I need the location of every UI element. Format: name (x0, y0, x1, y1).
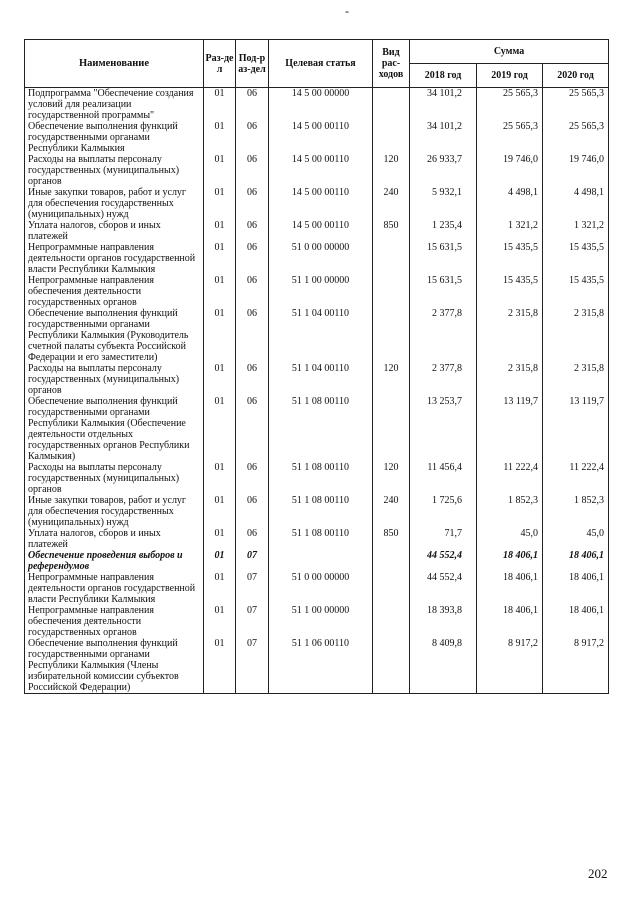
row-sum-2018: 1 725,6 (410, 495, 477, 528)
row-target (269, 550, 373, 572)
row-sum-2020: 8 917,2 (543, 638, 609, 694)
row-sum-2019: 1 321,2 (477, 220, 543, 242)
row-podrazdel: 06 (236, 154, 269, 187)
row-vid (373, 308, 410, 363)
row-vid (373, 572, 410, 605)
row-vid (373, 550, 410, 572)
row-podrazdel: 07 (236, 605, 269, 638)
row-podrazdel: 06 (236, 308, 269, 363)
row-target: 14 5 00 00110 (269, 220, 373, 242)
row-target: 51 1 04 00110 (269, 363, 373, 396)
row-name: Обеспечение проведения выборов и референдумов (25, 550, 204, 572)
row-sum-2019: 25 565,3 (477, 88, 543, 122)
row-sum-2020: 1 852,3 (543, 495, 609, 528)
table-row (25, 396, 609, 462)
row-podrazdel: 07 (236, 572, 269, 605)
row-target: 51 1 08 00110 (269, 396, 373, 462)
row-sum-2018: 15 631,5 (410, 275, 477, 308)
row-razdel: 01 (204, 154, 236, 187)
row-name: Непрограммные направления обеспечения деятельности государственных органов (25, 605, 204, 638)
row-sum-2018: 71,7 (410, 528, 477, 550)
row-sum-2018: 5 932,1 (410, 187, 477, 220)
row-name: Обеспечение выполнения функций государственными органами Республики Калмыкия (25, 121, 204, 154)
row-sum-2018: 2 377,8 (410, 308, 477, 363)
row-vid: 120 (373, 363, 410, 396)
row-target: 14 5 00 00110 (269, 187, 373, 220)
row-vid (373, 121, 410, 154)
row-sum-2020: 45,0 (543, 528, 609, 550)
row-sum-2020: 1 321,2 (543, 220, 609, 242)
table-row (25, 275, 609, 308)
row-podrazdel: 06 (236, 396, 269, 462)
row-sum-2020: 25 565,3 (543, 88, 609, 122)
budget-table-container (24, 39, 608, 694)
row-vid: 240 (373, 187, 410, 220)
row-razdel: 01 (204, 275, 236, 308)
row-podrazdel: 06 (236, 121, 269, 154)
header-podrazdel: Под-раз-дел (236, 40, 269, 88)
row-name: Расходы на выплаты персоналу государственных (муниципальных) органов (25, 363, 204, 396)
row-podrazdel: 06 (236, 363, 269, 396)
row-vid: 850 (373, 220, 410, 242)
row-sum-2018: 8 409,8 (410, 638, 477, 694)
row-sum-2019: 19 746,0 (477, 154, 543, 187)
row-target: 51 1 08 00110 (269, 528, 373, 550)
row-target: 51 1 04 00110 (269, 308, 373, 363)
row-sum-2018: 18 393,8 (410, 605, 477, 638)
row-vid: 850 (373, 528, 410, 550)
row-name: Расходы на выплаты персоналу государственных (муниципальных) органов (25, 154, 204, 187)
row-name: Обеспечение выполнения функций государственными органами Республики Калмыкия (Руководитель счетной палаты субъекта Российской Федерации и его заместители) (25, 308, 204, 363)
row-sum-2018: 1 235,4 (410, 220, 477, 242)
table-body (25, 88, 609, 694)
row-name: Непрограммные направления деятельности органов государственной власти Республики Калмыкия (25, 242, 204, 275)
row-razdel: 01 (204, 550, 236, 572)
row-name: Непрограммные направления обеспечения деятельности государственных органов (25, 275, 204, 308)
header-name: Наименование (25, 40, 204, 88)
page-number: 202 (588, 866, 608, 881)
row-vid: 120 (373, 154, 410, 187)
row-sum-2019: 15 435,5 (477, 275, 543, 308)
row-podrazdel: 07 (236, 550, 269, 572)
row-sum-2020: 18 406,1 (543, 550, 609, 572)
header-sum: Сумма (410, 40, 609, 64)
row-podrazdel: 06 (236, 495, 269, 528)
row-razdel: 01 (204, 396, 236, 462)
row-podrazdel: 06 (236, 242, 269, 275)
row-sum-2019: 18 406,1 (477, 550, 543, 572)
table-row (25, 572, 609, 605)
top-mark: - (345, 4, 349, 18)
row-sum-2019: 18 406,1 (477, 572, 543, 605)
header-razdel: Раз-дел (204, 40, 236, 88)
row-sum-2019: 25 565,3 (477, 121, 543, 154)
row-sum-2020: 2 315,8 (543, 363, 609, 396)
row-target: 51 0 00 00000 (269, 242, 373, 275)
row-razdel: 01 (204, 462, 236, 495)
row-name: Иные закупки товаров, работ и услуг для обеспечения государственных (муниципальных) нужд (25, 495, 204, 528)
table-row (25, 220, 609, 242)
row-target: 14 5 00 00110 (269, 121, 373, 154)
row-razdel: 01 (204, 572, 236, 605)
row-target: 51 1 00 00000 (269, 605, 373, 638)
row-sum-2020: 13 119,7 (543, 396, 609, 462)
table-row (25, 605, 609, 638)
row-sum-2020: 11 222,4 (543, 462, 609, 495)
row-vid (373, 605, 410, 638)
header-year-2019: 2019 год (477, 64, 543, 88)
table-header (25, 40, 609, 88)
row-vid (373, 275, 410, 308)
table-row (25, 638, 609, 694)
row-podrazdel: 06 (236, 528, 269, 550)
row-sum-2020: 15 435,5 (543, 275, 609, 308)
row-sum-2020: 4 498,1 (543, 187, 609, 220)
header-year-2020: 2020 год (543, 64, 609, 88)
row-sum-2019: 4 498,1 (477, 187, 543, 220)
row-sum-2019: 15 435,5 (477, 242, 543, 275)
row-podrazdel: 06 (236, 275, 269, 308)
row-target: 51 1 08 00110 (269, 462, 373, 495)
row-name: Обеспечение выполнения функций государственными органами Республики Калмыкия (Обеспечение деятельности отдельных государственных органов Республики Калмыкия) (25, 396, 204, 462)
row-razdel: 01 (204, 638, 236, 694)
row-target: 51 1 06 00110 (269, 638, 373, 694)
row-vid: 240 (373, 495, 410, 528)
row-sum-2018: 11 456,4 (410, 462, 477, 495)
table-row (25, 88, 609, 122)
row-razdel: 01 (204, 88, 236, 122)
row-podrazdel: 06 (236, 220, 269, 242)
row-sum-2020: 2 315,8 (543, 308, 609, 363)
row-sum-2018: 2 377,8 (410, 363, 477, 396)
row-name: Обеспечение выполнения функций государственными органами Республики Калмыкия (Члены избирательной комиссии субъектов Российской Федерации) (25, 638, 204, 694)
table-row (25, 308, 609, 363)
row-sum-2018: 44 552,4 (410, 572, 477, 605)
row-podrazdel: 06 (236, 88, 269, 122)
table-row (25, 528, 609, 550)
row-vid (373, 638, 410, 694)
table-row (25, 462, 609, 495)
header-target: Целевая статья (269, 40, 373, 88)
row-podrazdel: 07 (236, 638, 269, 694)
row-sum-2019: 13 119,7 (477, 396, 543, 462)
row-vid (373, 88, 410, 122)
row-sum-2020: 19 746,0 (543, 154, 609, 187)
table-row (25, 363, 609, 396)
row-razdel: 01 (204, 121, 236, 154)
row-name: Уплата налогов, сборов и иных платежей (25, 528, 204, 550)
row-vid: 120 (373, 462, 410, 495)
row-sum-2018: 34 101,2 (410, 121, 477, 154)
row-razdel: 01 (204, 495, 236, 528)
row-sum-2020: 18 406,1 (543, 572, 609, 605)
row-sum-2018: 34 101,2 (410, 88, 477, 122)
row-vid (373, 242, 410, 275)
row-name: Непрограммные направления деятельности органов государственной власти Республики Калмыкия (25, 572, 204, 605)
row-razdel: 01 (204, 220, 236, 242)
row-name: Расходы на выплаты персоналу государственных (муниципальных) органов (25, 462, 204, 495)
row-sum-2018: 15 631,5 (410, 242, 477, 275)
table-row (25, 187, 609, 220)
table-row (25, 495, 609, 528)
row-sum-2019: 18 406,1 (477, 605, 543, 638)
row-sum-2019: 2 315,8 (477, 308, 543, 363)
row-sum-2019: 2 315,8 (477, 363, 543, 396)
table-row (25, 121, 609, 154)
row-sum-2019: 11 222,4 (477, 462, 543, 495)
row-target: 51 0 00 00000 (269, 572, 373, 605)
row-sum-2018: 26 933,7 (410, 154, 477, 187)
row-sum-2020: 25 565,3 (543, 121, 609, 154)
row-sum-2019: 45,0 (477, 528, 543, 550)
row-target: 51 1 08 00110 (269, 495, 373, 528)
row-name: Подпрограмма "Обеспечение создания условий для реализации государственной программы" (25, 88, 204, 122)
row-podrazdel: 06 (236, 187, 269, 220)
row-name: Уплата налогов, сборов и иных платежей (25, 220, 204, 242)
header-vid: Вид рас-ходов (373, 40, 410, 88)
row-sum-2020: 18 406,1 (543, 605, 609, 638)
row-sum-2020: 15 435,5 (543, 242, 609, 275)
row-razdel: 01 (204, 187, 236, 220)
row-podrazdel: 06 (236, 462, 269, 495)
row-razdel: 01 (204, 528, 236, 550)
row-razdel: 01 (204, 605, 236, 638)
row-vid (373, 396, 410, 462)
row-target: 14 5 00 00000 (269, 88, 373, 122)
row-sum-2019: 8 917,2 (477, 638, 543, 694)
row-razdel: 01 (204, 242, 236, 275)
table-row (25, 154, 609, 187)
row-sum-2018: 13 253,7 (410, 396, 477, 462)
row-target: 14 5 00 00110 (269, 154, 373, 187)
row-sum-2018: 44 552,4 (410, 550, 477, 572)
header-year-2018: 2018 год (410, 64, 477, 88)
row-razdel: 01 (204, 308, 236, 363)
row-name: Иные закупки товаров, работ и услуг для обеспечения государственных (муниципальных) нужд (25, 187, 204, 220)
row-sum-2019: 1 852,3 (477, 495, 543, 528)
table-row (25, 550, 609, 572)
row-razdel: 01 (204, 363, 236, 396)
budget-table (24, 39, 609, 694)
table-row (25, 242, 609, 275)
row-target: 51 1 00 00000 (269, 275, 373, 308)
